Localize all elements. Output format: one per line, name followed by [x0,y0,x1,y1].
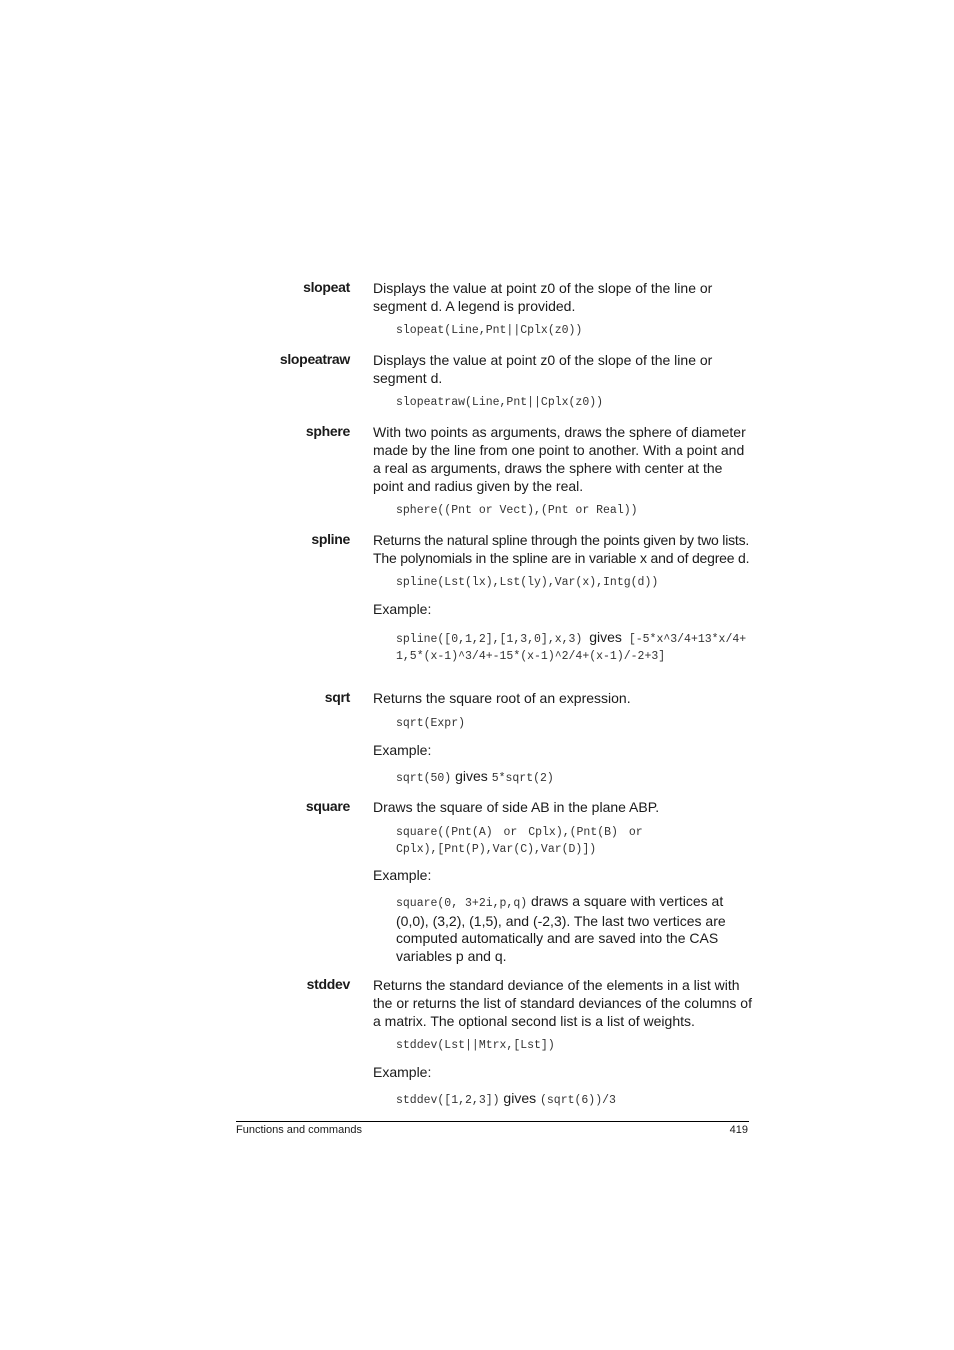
desc-slopeatraw: Displays the value at point z0 of the slope of the line or segment d. [373,352,713,386]
desc-slopeat: Displays the value at point z0 of the slope of the line or segment d. A legend is provided. [373,280,713,314]
example-result-sqrt: 5*sqrt(2) [491,772,554,785]
desc-sqrt: Returns the square root of an expression. [373,690,631,706]
example-spline [396,629,752,665]
example-label-sqrt: Example: [373,742,432,758]
term-sphere: sphere [305,423,350,439]
example-square [396,893,752,965]
desc-spline: Returns the natural spline through the points given by two lists. The polynomials in the spline are in variable x and of degree d. [373,532,750,566]
syntax-slopeatraw: slopeatraw(Line,Pnt||Cplx(z0)) [396,396,604,409]
example-code-sqrt: sqrt(50) [396,772,452,785]
example-label-spline: Example: [373,601,432,617]
example-gives-spline: gives [589,629,622,645]
example-gives-stddev: gives [503,1090,537,1106]
term-square: square [305,798,350,814]
example-stddev [396,1090,752,1110]
term-slopeatraw: slopeatraw [279,351,350,367]
example-result-stddev: (sqrt(6))/3 [540,1094,616,1107]
term-stddev: stddev [306,976,350,992]
example-code-square: square(0, 3+2i,p,q) [396,897,528,910]
syntax-spline: spline(Lst(lx),Lst(ly),Var(x),Intg(d)) [396,576,659,589]
syntax-slopeat: slopeat(Line,Pnt||Cplx(z0)) [396,324,583,337]
desc-square: Draws the square of side AB in the plane ABP. [373,799,660,815]
desc-sphere: With two points as arguments, draws the sphere of diameter made by the line from one point to another. With a point and a real as arguments, draws the sphere with center at the point and radius given by the real. [373,424,746,494]
syntax-sqrt: sqrt(Expr) [396,717,466,730]
example-result-spline: [-5*x^3/4+13*x/4+1,5*(x-1)^3/4+-15*(x-1)^2/4+(x-1)/-2+3] [396,633,747,663]
example-label-stddev: Example: [373,1064,432,1080]
syntax-stddev: stddev(Lst||Mtrx,[Lst]) [396,1039,555,1052]
term-sqrt: sqrt [324,689,350,705]
example-gives-sqrt: gives [455,768,488,784]
footer-section: Functions and commands [236,1124,362,1136]
desc-stddev: Returns the standard deviance of the elements in a list with the or returns the list of standard deviances of the columns of a matrix. The optional second list is a list of weights. [373,977,752,1029]
example-code-spline: spline([0,1,2],[1,3,0],x,3) [396,633,583,646]
footer-rule [236,1121,749,1122]
example-label-square: Example: [373,867,432,883]
syntax-square: square((Pnt(A) or Cplx),(Pnt(B) or Cplx),[Pnt(P),Var(C),Var(D)]) [396,826,643,856]
example-sqrt [396,768,752,788]
syntax-sphere: sphere((Pnt or Vect),(Pnt or Real)) [396,504,638,517]
term-slopeat: slopeat [303,279,350,295]
term-spline: spline [311,531,350,547]
page-number: 419 [729,1124,748,1136]
example-code-stddev: stddev([1,2,3]) [396,1094,500,1107]
example-text-square: draws a square with vertices at (0,0), (3,2), (1,5), and (-2,3). The last two vertices are computed automatically and are saved into the CAS variables p and q. [396,893,726,964]
